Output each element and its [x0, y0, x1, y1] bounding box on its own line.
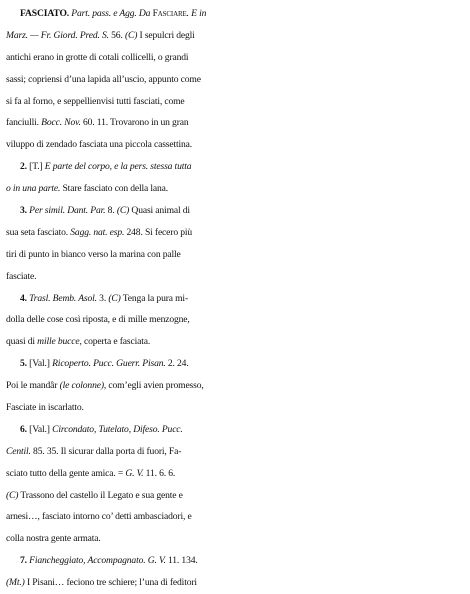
text-line: [6, 572, 464, 594]
text-run: 56.: [108, 29, 125, 41]
text-run: 60. 11. Trovarono in un gran: [80, 117, 189, 129]
text-run: fasciate.: [6, 270, 37, 282]
text-run: I sepulcri degli: [137, 29, 195, 41]
text-line: [6, 419, 464, 441]
text-line: [6, 25, 464, 47]
text-run: , com’egli avien promesso,: [103, 380, 204, 392]
dictionary-entry-fasciato: [6, 3, 464, 594]
text-run: [Val.]: [26, 423, 53, 435]
text-run: (le colonne): [59, 380, 104, 392]
text-run: Part. pass. e Agg. Da: [69, 8, 153, 19]
text-run: 3.: [96, 292, 109, 304]
text-line: [6, 309, 464, 331]
text-run: sua seta fasciato.: [6, 226, 71, 238]
text-run: Bocc. Nov.: [41, 117, 81, 129]
text-run: (C): [124, 29, 138, 41]
text-run: I Pisani… feciono tre schiere; l’una di feditori: [24, 577, 197, 589]
text-run: E parte del corpo, e la pers. stessa tutta: [44, 161, 192, 173]
text-run: G. V.: [125, 467, 144, 479]
text-run: Tenga la pura mi-: [120, 292, 188, 304]
text-line: [6, 178, 464, 200]
text-run: colla nostra gente armata.: [6, 533, 101, 545]
text-run: Per simil. Dant. Par.: [26, 205, 106, 217]
text-run: si fa al forno, e seppellienvisi tutti fasciati, come: [6, 95, 185, 107]
text-run: (C): [6, 489, 19, 501]
text-run: 248. Si fecero più: [124, 226, 193, 238]
text-run: Poi le mandâr: [6, 380, 60, 392]
sense-label: FASCIATO.: [20, 8, 70, 19]
text-run: (Mt.): [6, 577, 25, 589]
text-run: Ricoperto. Pucc. Guerr. Pisan.: [52, 358, 166, 370]
text-line: [6, 266, 464, 288]
text-run: Fasciate in iscarlatto.: [6, 402, 84, 414]
text-run: sciato tutto della gente amica. =: [6, 467, 126, 479]
text-run: (C): [108, 292, 121, 304]
text-run: Sagg. nat. esp.: [70, 226, 125, 238]
text-run: Centil.: [6, 445, 31, 457]
text-run: mille bucce: [37, 336, 80, 348]
text-run: [Val.]: [26, 358, 53, 370]
text-run: viluppo di zendado fasciata una piccola cassettina.: [6, 139, 193, 151]
text-line: [6, 288, 464, 310]
text-run: 11. 134.: [165, 555, 198, 567]
text-line: [6, 506, 464, 528]
text-line: [6, 156, 464, 178]
text-line: [6, 112, 464, 134]
text-run: 85. 35. Il sicurar dalla porta di fuori, Fa-: [30, 445, 182, 457]
text-run: Circondato, Tutelato, Difeso. Pucc.: [52, 423, 183, 435]
text-line: [6, 550, 464, 572]
text-run: Quasi animal di: [129, 205, 190, 217]
text-run: Trasl. Bemb. Asol.: [26, 292, 97, 304]
text-line: [6, 244, 464, 266]
text-line: [6, 91, 464, 113]
text-line: [6, 463, 464, 485]
sense-label: 6.: [20, 423, 27, 435]
text-line: [6, 397, 464, 419]
text-run: . E in: [186, 8, 207, 19]
text-line: [6, 222, 464, 244]
sense-label: 7.: [20, 555, 27, 567]
sense-label: 4.: [20, 292, 27, 304]
text-run: sassi; copriensi d’una lapida all’uscio, appunto come: [6, 73, 201, 85]
text-run: o in una parte.: [6, 183, 61, 195]
text-run: Stare fasciato con della lana.: [60, 183, 169, 195]
text-run: , coperta e fasciata.: [79, 336, 151, 348]
text-line: [6, 331, 464, 353]
text-run: Fasciare: [152, 8, 187, 19]
sense-label: 2.: [20, 161, 27, 173]
sense-label: 5.: [20, 358, 27, 370]
text-line: [6, 375, 464, 397]
text-run: quasi di: [6, 336, 38, 348]
text-line: [6, 3, 464, 25]
text-line: [6, 353, 464, 375]
text-run: [T.]: [26, 161, 45, 173]
text-line: [6, 485, 464, 507]
text-run: 11. 6. 6.: [143, 467, 176, 479]
text-run: fanciulli.: [6, 117, 42, 129]
text-line: [6, 47, 464, 69]
sense-label: 3.: [20, 205, 27, 217]
text-line: [6, 528, 464, 550]
text-run: Marz. — Fr. Giord. Pred. S.: [6, 29, 109, 41]
text-line: [6, 134, 464, 156]
text-run: tiri di punto in bianco verso la marina con palle: [6, 248, 181, 260]
text-run: Fiancheggiato, Accompagnato. G. V.: [26, 555, 166, 567]
text-run: dolla delle cose così riposta, e di mille menzogne,: [6, 314, 190, 326]
text-run: 2. 24.: [165, 358, 189, 370]
text-line: [6, 441, 464, 463]
text-line: [6, 200, 464, 222]
text-run: Trassono del castello il Legato e sua gente e: [18, 489, 183, 501]
text-run: antichi erano in grotte di cotali collicelli, o grandi: [6, 51, 189, 63]
text-run: 8.: [105, 205, 117, 217]
text-line: [6, 69, 464, 91]
text-run: arnesi…, fasciato intorno co’ detti ambasciadori, e: [6, 511, 192, 523]
text-run: (C): [116, 205, 130, 217]
